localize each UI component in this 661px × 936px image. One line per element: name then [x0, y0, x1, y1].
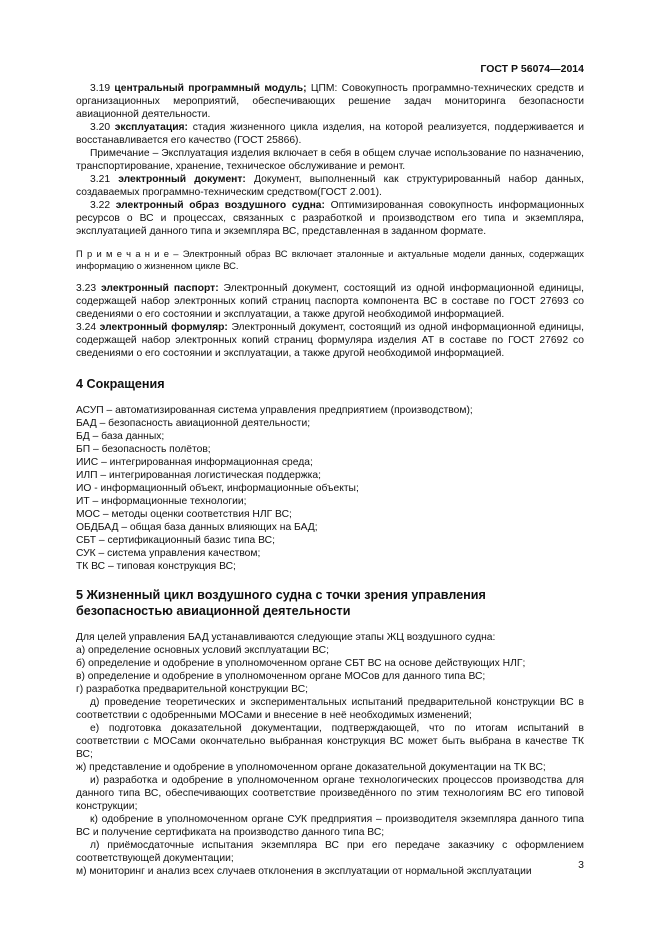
- list-item: и) разработка и одобрение в уполномоченном органе технологических процессов производства для данного типа ВС, обеспечивающих соответствие произведённого по этим технологиям ВС его типовой конструкции;: [76, 775, 584, 812]
- term-3-20-note: Примечание – Эксплуатация изделия включает в себя в общем случае использование по назначению, транспортирование, хранение, техническое обслуживание и ремонт.: [76, 148, 584, 172]
- list-item: МОС – методы оценки соответствия НЛГ ВС;: [76, 509, 292, 520]
- list-item: а) определение основных условий эксплуатации ВС;: [76, 645, 329, 656]
- term-3-19: 3.19 центральный программный модуль; ЦПМ: Совокупность программно-технических средств и организационных мероприятий, обеспечивающих решение задач мониторинга безопасности авиационной деятельности.: [76, 83, 584, 120]
- list-item: ИИС – интегрированная информационная среда;: [76, 457, 313, 468]
- list-item: СБТ – сертификационный базис типа ВС;: [76, 535, 275, 546]
- list-item: БАД – безопасность авиационной деятельности;: [76, 418, 311, 429]
- note-3-22: П р и м е ч а н и е – Электронный образ ВС включает эталонные и актуальные модели данных, содержащих информацию о жизненном цикле ВС.: [76, 248, 584, 271]
- term-3-20: 3.20 эксплуатация: стадия жизненного цикла изделия, на которой реализуется, поддерживается и восстанавливается его качество (ГОСТ 25866).: [76, 122, 584, 146]
- list-item: л) приёмосдаточные испытания экземпляра ВС при его передаче заказчику с оформлением соответствующей документации;: [76, 840, 584, 864]
- section-4-title: 4 Сокращения: [76, 377, 165, 391]
- section-5-intro: Для целей управления БАД устанавливаются следующие этапы ЖЦ воздушного судна:: [76, 632, 496, 643]
- list-item: м) мониторинг и анализ всех случаев отклонения в эксплуатации от нормальной эксплуатации: [76, 866, 532, 877]
- list-item: АСУП – автоматизированная система управления предприятием (производством);: [76, 405, 473, 416]
- list-item: в) определение и одобрение в уполномоченном органе МОСов для данного типа ВС;: [76, 671, 486, 682]
- section-5-title: 5 Жизненный цикл воздушного судна с точки зрения управления безопасностью авиационной деятельности: [76, 588, 486, 618]
- document-header: ГОСТ Р 56074—2014: [480, 63, 584, 75]
- list-item: ТК ВС – типовая конструкция ВС;: [76, 561, 236, 572]
- list-item: ОБДБАД – общая база данных влияющих на БАД;: [76, 522, 318, 533]
- list-item: СУК – система управления качеством;: [76, 548, 261, 559]
- list-item: е) подготовка доказательной документации, подтверждающей, что по итогам испытаний в соответствии с МОСами окончательно выбранная конструкция ВС может быть выбрана в качестве ТК ВС;: [76, 723, 584, 760]
- term-3-21: 3.21 электронный документ: Документ, выполненный как структурированный набор данных, создаваемых программно-техническим средством(ГОСТ 2.001).: [76, 174, 584, 198]
- page-number: 3: [578, 859, 584, 871]
- abbreviations-list: [76, 404, 584, 573]
- term-3-23: 3.23 электронный паспорт: Электронный документ, состоящий из одной информационной единицы, содержащей набор электронных копий страниц паспорта компонента ВС в составе по ГОСТ 27693 со сведениями о его состоянии и эксплуатации, а также другой необходимой информацией.: [76, 283, 584, 320]
- list-item: ИО - информационный объект, информационные объекты;: [76, 483, 359, 494]
- page-body: [76, 62, 584, 878]
- list-item: ИТ – информационные технологии;: [76, 496, 247, 507]
- list-item: б) определение и одобрение в уполномоченном органе СБТ ВС на основе действующих НЛГ;: [76, 658, 526, 669]
- list-item: д) проведение теоретических и экспериментальных испытаний предварительной конструкции ВС в соответствии с одобренными МОСами и внесение в неё необходимых изменений;: [76, 697, 584, 721]
- list-item: БД – база данных;: [76, 431, 165, 442]
- list-item: ИЛП – интегрированная логистическая поддержка;: [76, 470, 321, 481]
- list-item: ж) представление и одобрение в уполномоченном органе доказательной документации на ТК ВС;: [76, 762, 546, 773]
- term-3-24: 3.24 электронный формуляр: Электронный документ, состоящий из одной информационной единицы, содержащей набор электронных копий страниц формуляра изделия АТ в составе по ГОСТ 27692 со сведениями о его состоянии и эксплуатации, а также другой необходимой информацией.: [76, 322, 585, 359]
- list-item: к) одобрение в уполномоченном органе СУК предприятия – производителя экземпляра данного типа ВС и получение сертификата на производство данного типа ВС;: [76, 814, 584, 838]
- term-3-22: 3.22 электронный образ воздушного судна: Оптимизированная совокупность информационных ресурсов о ВС и процессах, связанных с разработкой и производством его типа и экземпляра, эксплуатацией данного типа и экземпляра ВС, представленная в заданном формате.: [76, 200, 584, 237]
- list-item: БП – безопасность полётов;: [76, 444, 211, 455]
- lifecycle-stages-list: [76, 644, 584, 878]
- list-item: г) разработка предварительной конструкции ВС;: [76, 684, 308, 695]
